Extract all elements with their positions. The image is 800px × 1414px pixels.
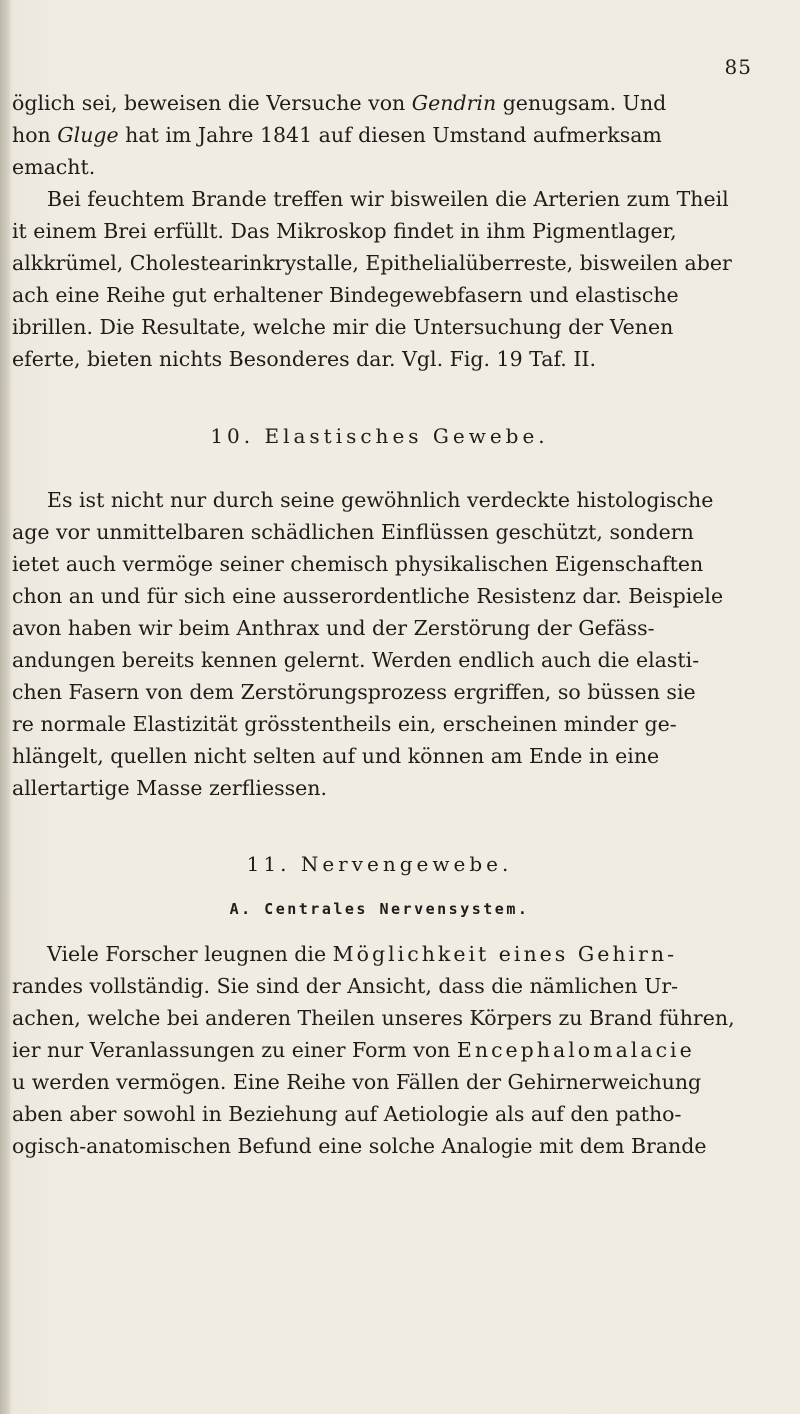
- text-line: ibrillen. Die Resultate, welche mir die Untersuchung der Venen: [12, 315, 674, 339]
- text-line: re normale Elastizität grösstentheils ein, erscheinen minder ge-: [12, 712, 677, 736]
- text-line: it einem Brei erfüllt. Das Mikroskop findet in ihm Pigmentlager,: [12, 219, 677, 243]
- text-line: Es ist nicht nur durch seine gewöhnlich verdeckte histologische: [47, 488, 714, 512]
- paragraph-elastisches-gewebe: [12, 484, 747, 804]
- text-line: Viele Forscher leugnen die Möglichkeit eines Gehirn-: [47, 942, 678, 966]
- text-line: randes vollständig. Sie sind der Ansicht, dass die nämlichen Ur-: [12, 974, 679, 998]
- text-line: ietet auch vermöge seiner chemisch physikalischen Eigenschaften: [12, 552, 704, 576]
- text-line: andungen bereits kennen gelernt. Werden endlich auch die elasti-: [12, 648, 700, 672]
- text-line: Bei feuchtem Brande treffen wir bisweilen die Arterien zum Theil: [47, 187, 729, 211]
- text-line: age vor unmittelbaren schädlichen Einflüssen geschützt, sondern: [12, 520, 694, 544]
- text-line: hlängelt, quellen nicht selten auf und können am Ende in eine: [12, 744, 660, 768]
- paragraph-intro: [12, 87, 747, 183]
- paragraph-nervengewebe: [12, 938, 747, 1162]
- text-line: öglich sei, beweisen die Versuche von Gendrin genugsam. Und: [12, 91, 667, 115]
- text-line: chen Fasern von dem Zerstörungsprozess ergriffen, so büssen sie: [12, 680, 696, 704]
- page-gutter: [0, 0, 10, 1414]
- text-line: avon haben wir beim Anthrax und der Zerstörung der Gefäss-: [12, 616, 655, 640]
- text-line: hon Gluge hat im Jahre 1841 auf diesen Umstand aufmerksam: [12, 123, 662, 147]
- text-line: allertartige Masse zerfliessen.: [12, 776, 327, 800]
- text-line: ier nur Veranlassungen zu einer Form von Encephalomalacie: [12, 1038, 695, 1062]
- text-line: alkkrümel, Cholestearinkrystalle, Epithelialüberreste, bisweilen aber: [12, 251, 732, 275]
- text-line: achen, welche bei anderen Theilen unseres Körpers zu Brand führen,: [12, 1006, 735, 1030]
- paragraph-arterien: [12, 183, 747, 375]
- page-number: 85: [724, 55, 752, 79]
- text-line: aben aber sowohl in Beziehung auf Aetiologie als auf den patho-: [12, 1102, 682, 1126]
- text-line: ach eine Reihe gut erhaltener Bindegewebfasern und elastische: [12, 283, 679, 307]
- section-heading-10: 10. Elastisches Gewebe.: [210, 424, 549, 448]
- section-heading-11: 11. Nervengewebe.: [246, 852, 513, 876]
- text-line: u werden vermögen. Eine Reihe von Fällen der Gehirnerweichung: [12, 1070, 702, 1094]
- subsection-heading-a: A. Centrales Nervensystem.: [229, 900, 530, 918]
- text-line: emacht.: [12, 155, 96, 179]
- text-line: chon an und für sich eine ausserordentliche Resistenz dar. Beispiele: [12, 584, 724, 608]
- text-line: ogisch-anatomischen Befund eine solche Analogie mit dem Brande: [12, 1134, 707, 1158]
- text-line: eferte, bieten nichts Besonderes dar. Vgl. Fig. 19 Taf. II.: [12, 347, 597, 371]
